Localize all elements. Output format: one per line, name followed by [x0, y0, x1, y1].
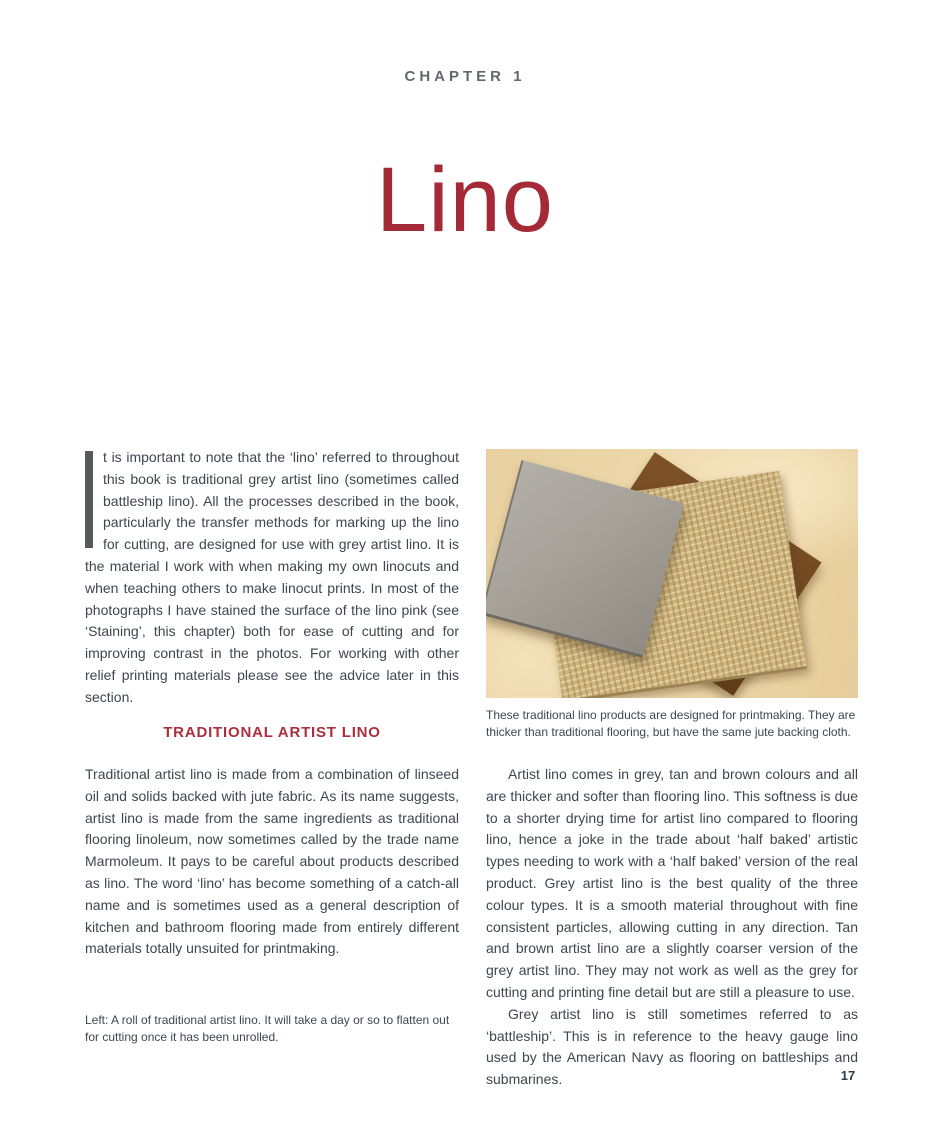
lino-products-photo: [486, 449, 858, 698]
left-column-paragraph: Traditional artist lino is made from a combination of linseed oil and solids backed with jute fabric. As its name suggests, artist lino is made from the same ingredients as traditional flooring linoleum, now sometimes called by the trade name Marmoleum. It pays to be careful about products described as lino. The word ‘lino’ has become something of a catch-all name and is sometimes used as a general description of kitchen and bathroom flooring made from entirely different materials totally unsuited for printmaking.: [85, 766, 459, 957]
photo-caption: These traditional lino products are designed for printmaking. They are thicker than traditional flooring, but have the same jute backing cloth.: [486, 708, 856, 739]
section-heading-traditional-artist-lino: TRADITIONAL ARTIST LINO: [163, 724, 381, 741]
page-title: Lino: [376, 149, 554, 251]
intro-paragraph-text: t is important to note that the ‘lino’ referred to throughout this book is traditional grey artist lino (sometimes called battleship lino). All the processes described in the book, particularly the transfer methods for marking up the lino for cutting, are designed for use with grey artist lino. It is the material I work with when making my own linocuts and when teaching others to make linocut prints. In most of the photographs I have stained the surface of the lino pink (see ‘Staining’, this chapter) both for ease of cutting and for improving contrast in the photos. For working with other relief printing materials please see the advice later in this section.: [85, 449, 459, 705]
left-figure-caption: Left: A roll of traditional artist lino. It will take a day or so to flatten out for cutting once it has been unrolled.: [85, 1013, 450, 1044]
page-number: 17: [840, 1068, 856, 1083]
right-column: [486, 764, 858, 1091]
chapter-label: CHAPTER 1: [404, 68, 526, 85]
right-column-paragraph-2: Grey artist lino is still sometimes referred to as ‘battleship’. This is in reference to the heavy gauge lino used by the American Navy as flooring on battleships and submarines.: [486, 1005, 858, 1088]
right-column-paragraph-1: Artist lino comes in grey, tan and brown colours and all are thicker and softer than flooring lino. This softness is due to a shorter drying time for artist lino compared to flooring lino, hence a joke in the trade about ‘half baked’ artistic types needing to work with a ‘half baked’ version of the real product. Grey artist lino is the best quality of the three colour types. It is a smooth material throughout with fine consistent particles, allowing cutting in any direction. Tan and brown artist lino are a slightly coarser version of the grey artist lino. They may not work as well as the grey for cutting and printing fine detail but are still a pleasure to use.: [486, 766, 858, 1000]
dropcap-letter-i: [85, 451, 93, 548]
intro-paragraph: [85, 447, 459, 709]
